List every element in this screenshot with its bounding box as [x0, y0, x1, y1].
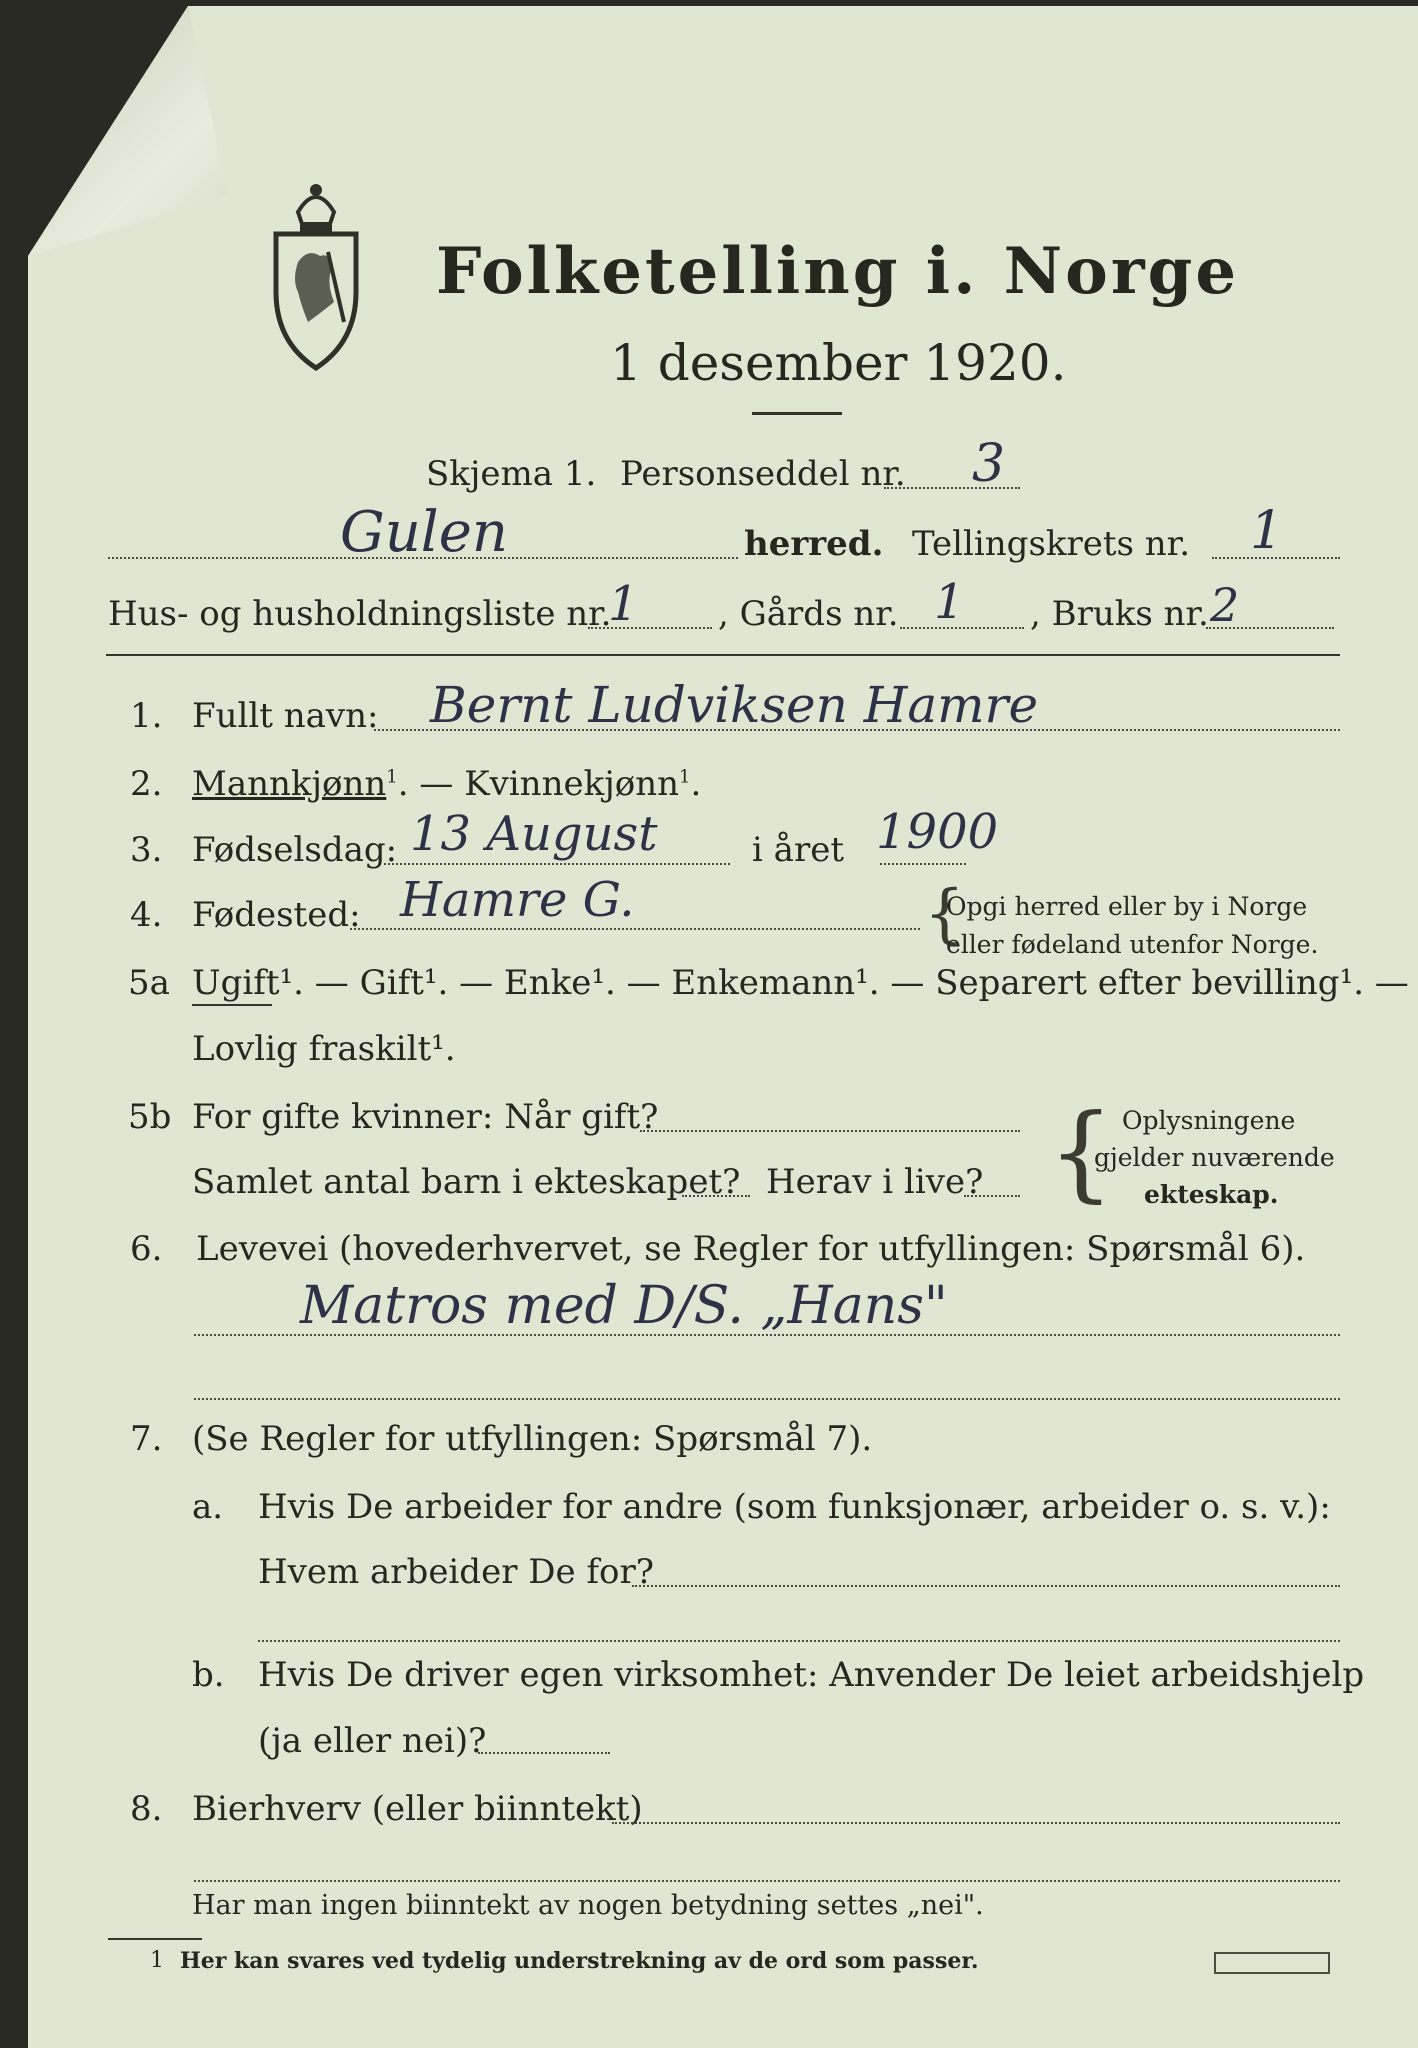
q7-number: 7.	[130, 1419, 163, 1459]
skjema-label: Skjema 1.	[426, 454, 597, 494]
norwegian-lion-crest-icon	[268, 172, 364, 372]
fodested-label: Fødested:	[192, 895, 361, 935]
husholdningsliste-value[interactable]: 1	[608, 576, 639, 632]
footnote-text: Her kan svares ved tydelig understrekning av de ord som passer.	[180, 1948, 979, 1974]
bierhverv-label: Bierhverv (eller biinntekt)	[192, 1789, 643, 1829]
ugift-underline	[192, 1004, 272, 1006]
nar-gift-label: For gifte kvinner: Når gift?	[192, 1097, 659, 1137]
q1-number: 1.	[130, 696, 163, 736]
q6-number: 6.	[130, 1229, 163, 1269]
fullt-navn-value[interactable]: Bernt Ludviksen Hamre	[430, 676, 1039, 734]
fodested-value[interactable]: Hamre G.	[400, 872, 635, 928]
gards-value[interactable]: 1	[934, 574, 965, 630]
kjonn-options: Mannkjønn$^1$. — Kvinnekjønn$^1$.	[192, 764, 702, 804]
ja-eller-nei-label: (ja eller nei)?	[258, 1721, 487, 1761]
census-form-sheet	[28, 6, 1418, 2048]
q5a-number: 5a	[128, 963, 170, 1003]
census-date: 1 desember 1920.	[610, 334, 1067, 392]
bruks-value[interactable]: 2	[1210, 578, 1240, 632]
husholdningsliste-label: Hus- og husholdningsliste nr.	[108, 594, 612, 634]
q7b-letter: b.	[192, 1655, 225, 1695]
herred-value[interactable]: Gulen	[340, 500, 508, 565]
header-divider	[106, 654, 1340, 656]
q7b-line1: Hvis De driver egen virksomhet: Anvender De leiet arbeidshjelp	[258, 1655, 1365, 1695]
biinntekt-note: Har man ingen biinntekt av nogen betydning settes „nei".	[192, 1890, 984, 1921]
tellingskrets-value[interactable]: 1	[1250, 501, 1284, 561]
bruks-label: , Bruks nr.	[1030, 594, 1209, 634]
levevei-value[interactable]: Matros med D/S. „Hans"	[300, 1276, 948, 1336]
fodselsdag-value[interactable]: 13 August	[410, 806, 658, 862]
fullt-navn-label: Fullt navn:	[192, 696, 379, 736]
q7-label: (Se Regler for utfyllingen: Spørsmål 7).	[192, 1419, 873, 1459]
title-divider	[752, 412, 842, 415]
hvem-arbeider-label: Hvem arbeider De for?	[258, 1552, 654, 1592]
levevei-label: Levevei (hovederhvervet, se Regler for utfyllingen: Spørsmål 6).	[196, 1229, 1306, 1269]
q8-number: 8.	[130, 1789, 163, 1829]
herav-i-live-label: Herav i live?	[766, 1162, 984, 1202]
fodested-note-line2: eller fødeland utenfor Norge.	[946, 930, 1319, 959]
q3-number: 3.	[130, 830, 163, 870]
fodested-note-line1: Opgi herred eller by i Norge	[946, 892, 1308, 921]
oplysningene-note: Oplysningene	[1122, 1106, 1296, 1135]
mannkjonn-option[interactable]: Mannkjønn	[192, 764, 387, 804]
q4-number: 4.	[130, 895, 163, 935]
personseddel-number[interactable]: 3	[972, 434, 1006, 494]
q5b-number: 5b	[128, 1097, 172, 1137]
q7a-letter: a.	[192, 1487, 224, 1527]
gjelder-note: gjelder nuværende	[1094, 1143, 1335, 1172]
footnote-mark: 1	[150, 1948, 164, 1973]
personseddel-label: Personseddel nr.	[620, 454, 906, 494]
fodselsdag-label: Fødselsdag:	[192, 830, 398, 870]
sivilstand-options[interactable]: Ugift¹. — Gift¹. — Enke¹. — Enkemann¹. — Separert efter bevilling¹. —	[192, 963, 1409, 1003]
kvinnekjonn-option[interactable]: Kvinnekjønn	[464, 764, 679, 804]
fodselsar-value[interactable]: 1900	[876, 804, 999, 860]
q2-number: 2.	[130, 764, 163, 804]
lovlig-fraskilt-option[interactable]: Lovlig fraskilt¹.	[192, 1029, 456, 1069]
ekteskap-note: ekteskap.	[1144, 1180, 1279, 1209]
aret-label: i året	[752, 830, 844, 870]
form-title: Folketelling i. Norge	[436, 234, 1240, 309]
herred-label: herred.	[744, 524, 884, 564]
q7a-line1: Hvis De arbeider for andre (som funksjonær, arbeider o. s. v.):	[258, 1487, 1331, 1527]
printer-stamp	[1214, 1952, 1330, 1974]
antal-barn-label: Samlet antal barn i ekteskapet?	[192, 1162, 741, 1202]
gards-label: , Gårds nr.	[718, 594, 899, 634]
tellingskrets-label: Tellingskrets nr.	[912, 524, 1191, 564]
